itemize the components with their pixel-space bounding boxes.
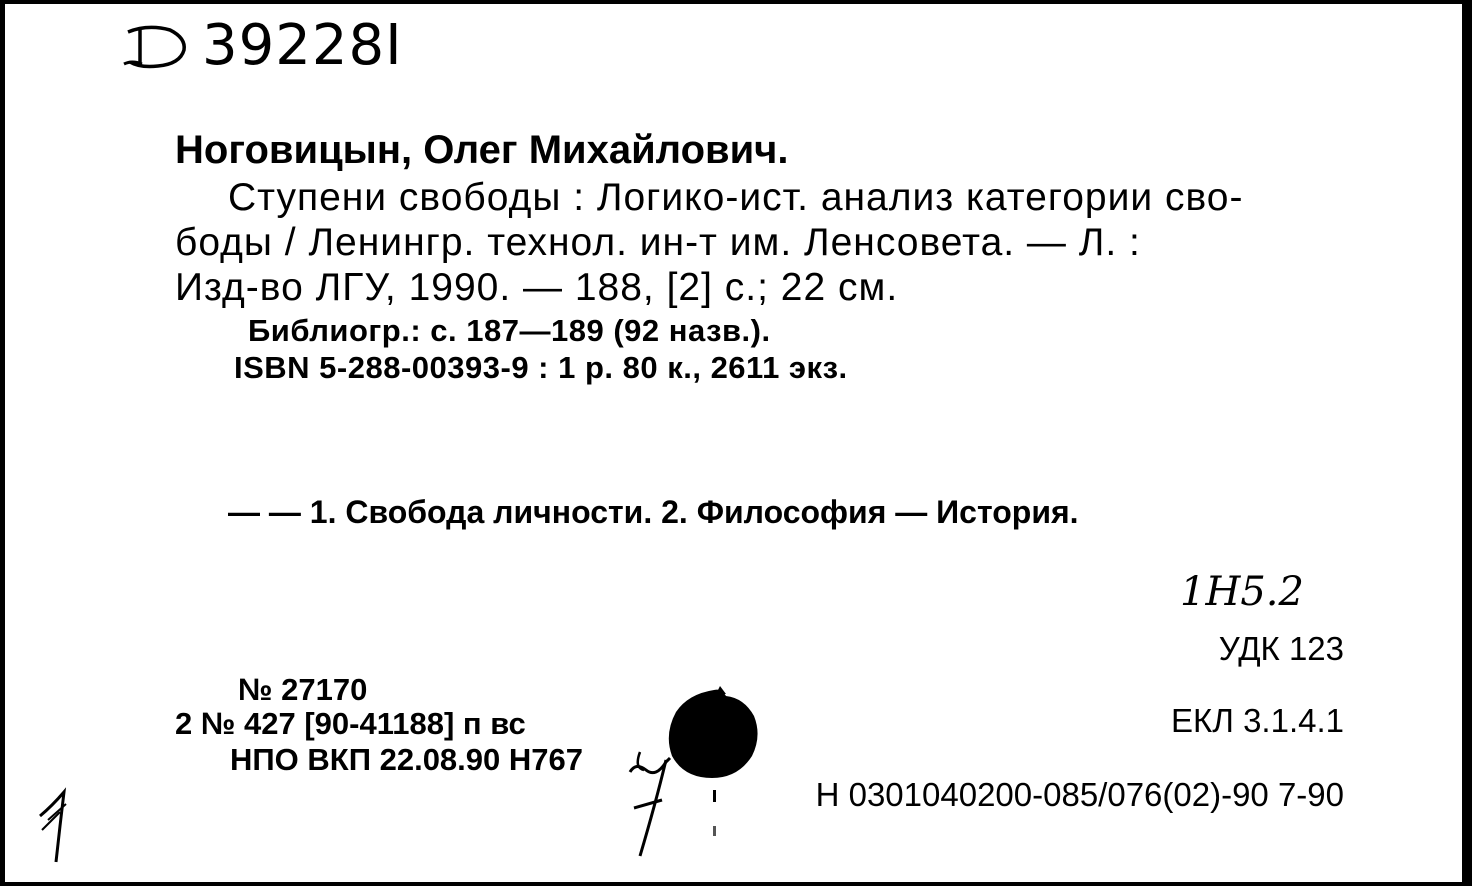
author-heading: Ноговицын, Олег Михайлович. (175, 128, 789, 172)
call-prefix-glyph (118, 20, 188, 72)
call-number-text: 39228I (202, 13, 403, 78)
title-line-3: Изд-во ЛГУ, 1990. — 188, [2] с.; 22 см. (175, 266, 899, 309)
card-edge-top (0, 0, 1472, 4)
tick-mark (713, 790, 716, 802)
handwritten-shelf-mark: 1Н5.2 (1180, 569, 1304, 615)
title-line-2: боды / Ленингр. технол. ин-т им. Ленсовета. — Л. : (175, 221, 1141, 264)
isbn-line: ISBN 5-288-00393-9 : 1 р. 80 к., 2611 экз. (234, 350, 848, 385)
call-number (118, 13, 403, 78)
card-edge-right (1462, 0, 1472, 886)
udk-code: УДК 123 (1218, 630, 1344, 667)
handwritten-mark-1 (30, 786, 80, 866)
order-line: 2 № 427 [90-41188] п вс (175, 706, 526, 741)
handwritten-mark-7-text: 7 (526, 652, 527, 653)
tick-mark (713, 826, 716, 836)
npo-line: НПО ВКП 22.08.90 Н767 (230, 742, 583, 777)
record-number: № 27170 (238, 672, 368, 707)
bibliography-note: Библиогр.: с. 187—189 (92 назв.). (248, 313, 771, 348)
subject-headings: — — 1. Свобода личности. 2. Философия — История. (228, 494, 1079, 530)
handwritten-mark-7 (526, 652, 688, 858)
card-edge-left (0, 0, 5, 886)
h-code: Н 0301040200-085/076(02)-90 7-90 (815, 776, 1344, 813)
title-line-1: Ступени свободы : Логико-ист. анализ категории сво- (228, 176, 1244, 219)
ekl-code: ЕКЛ 3.1.4.1 (1171, 702, 1344, 739)
card-edge-bottom (0, 882, 1472, 886)
